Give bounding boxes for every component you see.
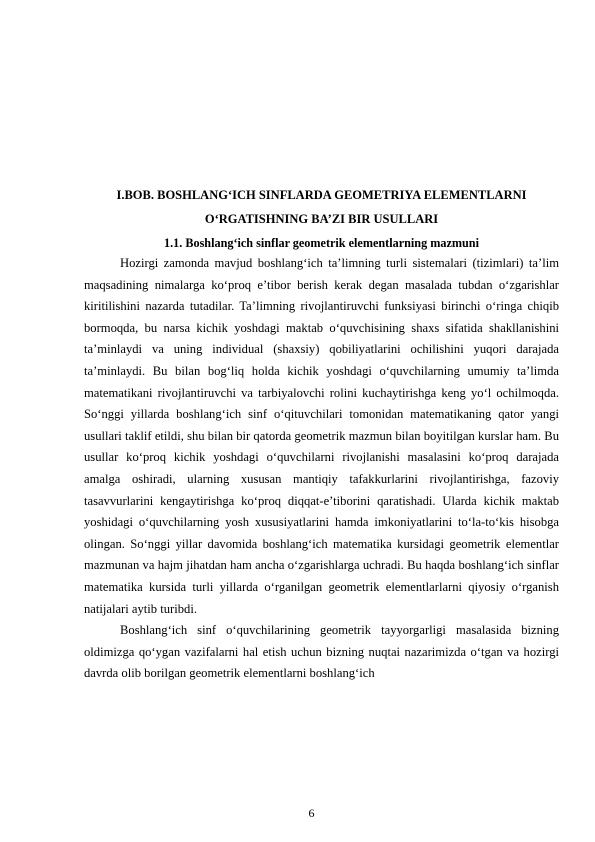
chapter-title: I.BOB. BOSHLANG‘ICH SINFLARDA GEOMETRIYA ELEMENTLARNI O‘RGATISHNING BA’ZI BIR USULLARI	[116, 188, 527, 226]
paragraph: Boshlang‘ich sinf o‘quvchilarining geometrik tayyorgarligi masalasida bizning oldimizga qo‘ygan vazifalarni hal etish uchun bizning nuqtai nazarimizda o‘tgan va hozirgi davrda olib borilgan geometrik elementlarni boshlang‘ich	[84, 623, 559, 681]
paragraph: Hozirgi zamonda mavjud boshlang‘ich ta’limning turli sistemalari (tizimlari) ta’lim maqsadining nimalarga ko‘proq e’tibor berish kerak degan masalada tubdan o‘zgarishlar kiritilishini nazarda tutadilar. Ta’limning rivojlantiruvchi funksiyasi birinchi o‘ringa chiqib bormoqda, bu narsa kichik yoshdagi maktab o‘quvchisining shaxs sifatida shakllanishini ta’minlaydi va uning individual (shaxsiy) qobiliyatlarini ochilishini yuqori darajada ta’minlaydi. Bu bilan bog‘liq holda kichik yoshdagi o‘quvchilarning umumiy ta’limda matematikani rivojlantiruvchi va tarbiyalovchi rolini kuchaytirishga keng yo‘l ochilmoqda. So‘nggi yillarda boshlang‘ich sinf o‘qituvchilari tomonidan matematikaning qator yangi usullari taklif etildi, shu bilan bir qatorda geometrik mazmun bilan boyitilgan kurslar ham. Bu usullar ko‘proq kichik yoshdagi o‘quvchilarni rivojlanishi masalasini ko‘proq darajada amalga oshiradi, ularning xususan mantiqiy tafakkurlarini rivojlantirishga, fazoviy tasavvurlarini kengaytirishga ko‘proq diqqat-e’tiborini qaratishadi. Ularda kichik maktab yoshidagi o‘quvchilarning yosh xususiyatlarini hamda imkoniyatlarini to‘la-to‘kis hisobga olingan. So‘nggi yillar davomida boshlang‘ich matematika kursidagi geometrik elementlar mazmunan va hajm jihatdan ham ancha o‘zgarishlarga uchradi. Bu haqda boshlang‘ich sinflar matematika kursida turli yillarda o‘rganilgan geometrik elementlarlarni qiyosiy o‘rganish natijalari aytib turibdi.	[84, 256, 559, 616]
page-number: 6	[308, 806, 315, 820]
body-text	[84, 253, 559, 685]
section-title: 1.1. Boshlang‘ich sinflar geometrik elementlarning mazmuni	[164, 236, 479, 250]
